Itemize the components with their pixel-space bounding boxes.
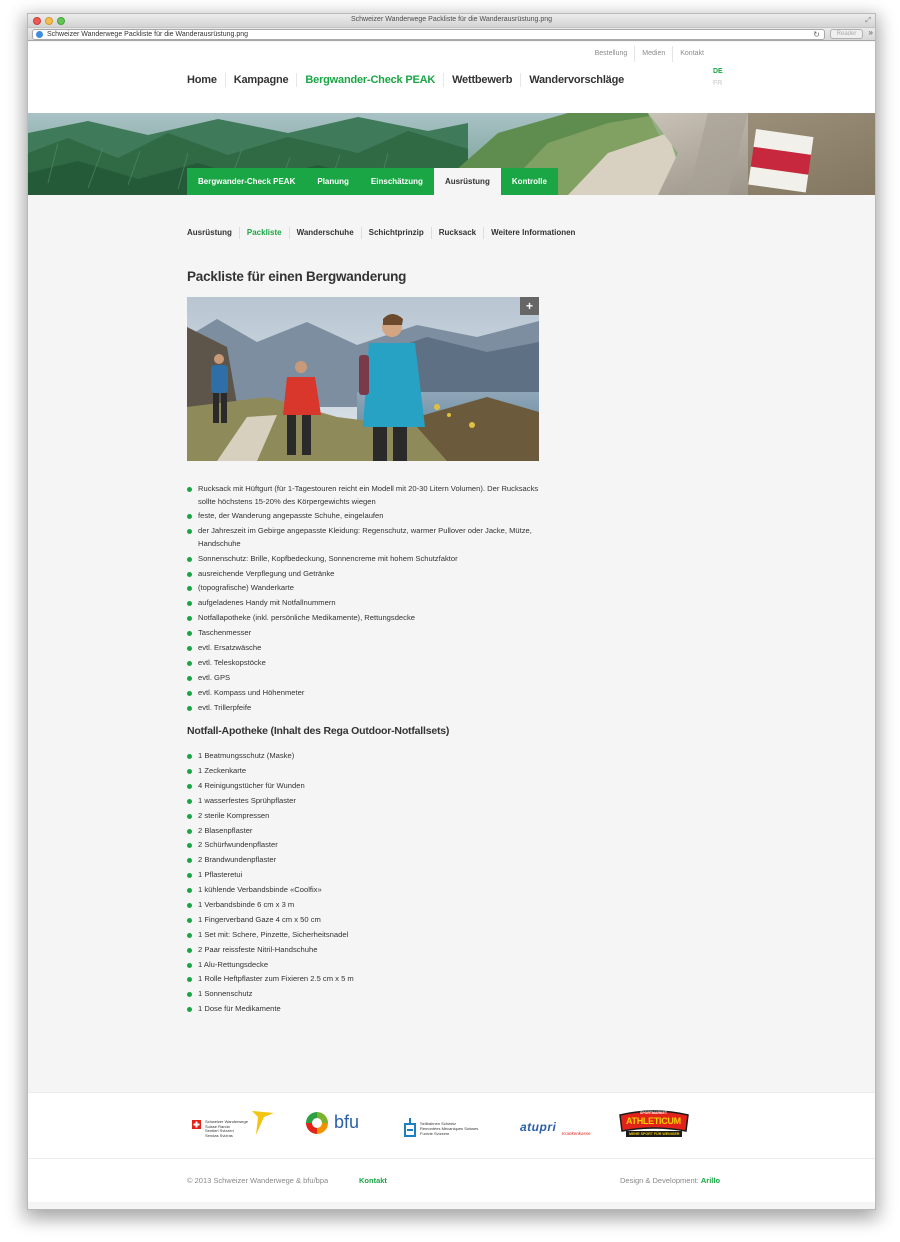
nav-wandervorschlaege[interactable]: Wandervorschläge xyxy=(520,73,632,87)
firstaid-list xyxy=(187,750,539,1016)
logo-athleticum[interactable] xyxy=(616,1109,692,1139)
bfu-wordmark: bfu xyxy=(334,1112,360,1132)
cablecar-icon xyxy=(403,1118,417,1140)
partner-seilbahnen-line: Remontées Mécaniques Suisses xyxy=(420,1126,479,1131)
section-tab-peak[interactable]: Bergwander-Check PEAK xyxy=(187,168,306,195)
sub-tabs xyxy=(187,227,747,239)
utility-link-bestellung[interactable]: Bestellung xyxy=(594,50,628,57)
page-title: Packliste für einen Bergwanderung xyxy=(187,269,407,284)
footer-kontakt-link[interactable]: Kontakt xyxy=(359,1176,387,1185)
partner-ww-line: Schweizer Wanderwege xyxy=(205,1119,248,1124)
tab-schichtprinzip[interactable]: Schichtprinzip xyxy=(361,227,431,239)
tab-packliste[interactable]: Packliste xyxy=(239,227,289,239)
packlist xyxy=(187,483,539,714)
list-item: ausreichende Verpflegung und Getränke xyxy=(187,568,539,581)
partner-seilbahnen-line: Funivie Svizzere xyxy=(420,1131,450,1136)
browser-window xyxy=(27,13,876,1210)
list-item: 2 Brandwundenpflaster xyxy=(187,854,539,867)
site-footer xyxy=(28,1158,876,1202)
list-item: 4 Reinigungstücher für Wunden xyxy=(187,780,539,793)
list-item: 2 Blasenpflaster xyxy=(187,825,539,838)
list-item: 1 Rolle Heftpflaster zum Fixieren 2.5 cm x 5 m xyxy=(187,973,539,986)
zoom-button[interactable]: + xyxy=(520,297,539,315)
section-tab-ausruestung[interactable]: Ausrüstung xyxy=(434,168,501,195)
list-item: evtl. Trillerpfeife xyxy=(187,702,539,715)
logo-schweizer-wanderwege[interactable] xyxy=(190,1109,280,1141)
design-credit xyxy=(620,1176,720,1185)
list-item: Taschenmesser xyxy=(187,627,539,640)
list-item: 2 sterile Kompressen xyxy=(187,810,539,823)
section-tab-kontrolle[interactable]: Kontrolle xyxy=(501,168,558,195)
address-bar xyxy=(28,28,875,41)
utility-link-kontakt[interactable]: Kontakt xyxy=(672,46,711,62)
list-item: 1 Beatmungsschutz (Maske) xyxy=(187,750,539,763)
list-item: Notfallapotheke (inkl. persönliche Medikamente), Rettungsdecke xyxy=(187,612,539,625)
url-field[interactable] xyxy=(32,29,825,40)
hikers-photo[interactable] xyxy=(187,297,539,461)
list-item: 1 wasserfestes Sprühpflaster xyxy=(187,795,539,808)
list-item: 1 Verbandsbinde 6 cm x 3 m xyxy=(187,899,539,912)
list-item: 2 Paar reissfeste Nitril-Handschuhe xyxy=(187,944,539,957)
list-item: 1 Sonnenschutz xyxy=(187,988,539,1001)
hero-banner xyxy=(28,113,876,195)
overflow-chevron-icon[interactable]: » xyxy=(868,28,873,37)
list-item: 1 Set mit: Schere, Pinzette, Sicherheitsnadel xyxy=(187,929,539,942)
tab-wanderschuhe[interactable]: Wanderschuhe xyxy=(289,227,361,239)
tab-weitere-informationen[interactable]: Weitere Informationen xyxy=(483,227,582,239)
list-item: 2 Schürfwundenpflaster xyxy=(187,839,539,852)
design-name-link[interactable]: Arillo xyxy=(700,1176,721,1185)
reader-button[interactable]: Reader xyxy=(830,29,863,39)
nav-home[interactable]: Home xyxy=(187,74,217,86)
list-item: 1 Alu-Rettungsdecke xyxy=(187,959,539,972)
bfu-ring-icon xyxy=(304,1110,330,1136)
window-title: Schweizer Wanderwege Packliste für die Wanderausrüstung.png xyxy=(350,16,553,23)
partner-ww-line: Sentieri Svizzeri xyxy=(205,1128,234,1134)
list-item: der Jahreszeit im Gebirge angepasste Kleidung: Regenschutz, warmer Pullover oder Jacke, Mütze, Handschuhe xyxy=(187,525,539,550)
list-item: evtl. Ersatzwäsche xyxy=(187,642,539,655)
list-item: 1 Fingerverband Gaze 4 cm x 50 cm xyxy=(187,914,539,927)
athleticum-tag: SPORTMARKET xyxy=(640,1111,668,1115)
nav-kampagne[interactable]: Kampagne xyxy=(225,73,297,87)
partner-ww-line: Sendas Svizras xyxy=(205,1132,233,1138)
athleticum-wordmark: ATHLETICUM xyxy=(626,1116,681,1126)
utility-link-medien[interactable]: Medien xyxy=(634,46,672,62)
language-switcher xyxy=(713,66,723,90)
nav-bergwander-check[interactable]: Bergwander-Check PEAK xyxy=(296,73,443,87)
list-item: (topografische) Wanderkarte xyxy=(187,582,539,595)
list-item: 1 Zeckenkarte xyxy=(187,765,539,778)
tab-rucksack[interactable]: Rucksack xyxy=(431,227,483,239)
site-header xyxy=(28,42,876,113)
athleticum-sub: MEHR SPORT FÜR WENIGER xyxy=(629,1132,680,1136)
list-item: evtl. Kompass und Höhenmeter xyxy=(187,687,539,700)
list-item: 1 kühlende Verbandsbinde «Coolfix» xyxy=(187,884,539,897)
tab-ausruestung[interactable]: Ausrüstung xyxy=(187,228,232,237)
logo-atupri[interactable] xyxy=(520,1120,600,1142)
utility-nav xyxy=(588,46,711,62)
nav-wettbewerb[interactable]: Wettbewerb xyxy=(443,73,520,87)
section-tab-planung[interactable]: Planung xyxy=(306,168,360,195)
main-content xyxy=(187,227,747,1018)
section-tab-einschaetzung[interactable]: Einschätzung xyxy=(360,168,434,195)
atupri-wordmark: atupri xyxy=(520,1120,557,1134)
list-item: 1 Dose für Medikamente xyxy=(187,1003,539,1016)
lang-de[interactable]: DE xyxy=(713,68,723,75)
logo-seilbahnen-schweiz[interactable] xyxy=(403,1118,503,1142)
globe-icon xyxy=(36,31,43,38)
list-item: aufgeladenes Handy mit Notfallnummern xyxy=(187,597,539,610)
title-bar xyxy=(28,14,875,28)
lang-fr[interactable]: FR xyxy=(713,80,723,87)
list-item: evtl. Teleskopstöcke xyxy=(187,657,539,670)
list-item: Rucksack mit Hüftgurt (für 1-Tagestouren reicht ein Modell mit 20-30 Litern Volumen). Der Rucksacks sollte höchstens 15-20% des Körpergewichts wiegen xyxy=(187,483,539,508)
list-item: 1 Pflasteretui xyxy=(187,869,539,882)
partner-seilbahnen-line: Seilbahnen Schweiz xyxy=(420,1121,457,1126)
list-item: evtl. GPS xyxy=(187,672,539,685)
web-page xyxy=(28,42,876,1210)
section-heading: Notfall-Apotheke (Inhalt des Rega Outdoor-Notfallsets) xyxy=(187,725,450,738)
logo-bfu[interactable] xyxy=(304,1110,370,1136)
partner-logos xyxy=(28,1092,876,1158)
copyright-text: © 2013 Schweizer Wanderwege & bfu/bpa xyxy=(187,1176,329,1185)
section-nav xyxy=(187,168,558,195)
list-item: Sonnenschutz: Brille, Kopfbedeckung, Sonnencreme mit hohem Schutzfaktor xyxy=(187,553,539,566)
fullscreen-icon[interactable]: ⤢ xyxy=(865,17,871,24)
list-item: feste, der Wanderung angepasste Schuhe, eingelaufen xyxy=(187,510,539,523)
design-label: Design & Development: xyxy=(620,1176,699,1185)
url-text: Schweizer Wanderwege Packliste für die Wanderausrüstung.png xyxy=(47,31,249,38)
hikers-image xyxy=(187,297,539,461)
reload-icon[interactable]: ↻ xyxy=(813,30,820,39)
atupri-sub: Krankenkasse xyxy=(562,1131,591,1136)
main-nav xyxy=(187,73,632,87)
partner-ww-line: Suisse Rando xyxy=(205,1123,230,1129)
